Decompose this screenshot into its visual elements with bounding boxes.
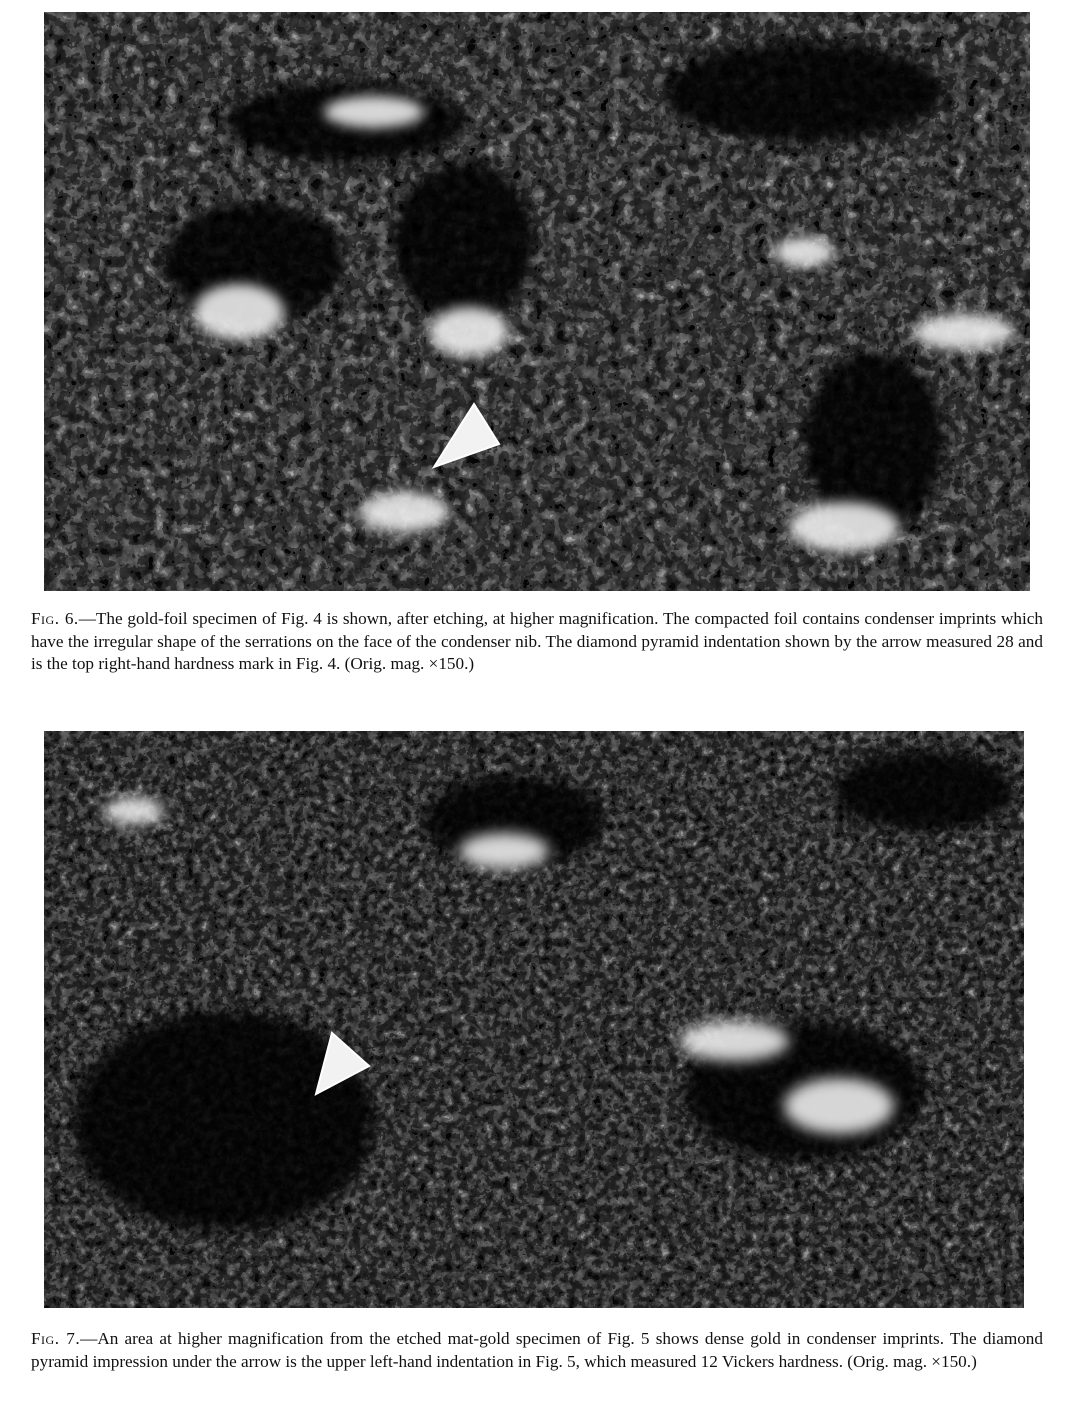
fig6-caption: [31, 608, 1043, 676]
fig6-photomicrograph: [44, 12, 1030, 591]
fig7-photomicrograph-image: [44, 731, 1024, 1308]
fig6-caption-text: —The gold-foil specimen of Fig. 4 is shown, after etching, at higher magnification. The compacted foil contains condenser imprints which have the irregular shape of the serrations on the face of the condenser nib. The diamond pyramid indentation shown by the arrow measured 28 and is the top right-hand hardness mark in Fig. 4. (Orig. mag. ×150.): [31, 609, 1043, 673]
fig7-caption: [31, 1328, 1043, 1373]
fig6-caption-label: Fig. 6.: [31, 609, 79, 628]
fig7-photomicrograph: [44, 731, 1024, 1308]
fig7-caption-text: —An area at higher magnification from the etched mat-gold specimen of Fig. 5 shows dense gold in condenser imprints. The diamond pyramid impression under the arrow is the upper left-hand indentation in Fig. 5, which measured 12 Vickers hardness. (Orig. mag. ×150.): [31, 1329, 1043, 1371]
fig6-photomicrograph-image: [44, 12, 1030, 591]
fig7-caption-label: Fig. 7.: [31, 1329, 81, 1348]
